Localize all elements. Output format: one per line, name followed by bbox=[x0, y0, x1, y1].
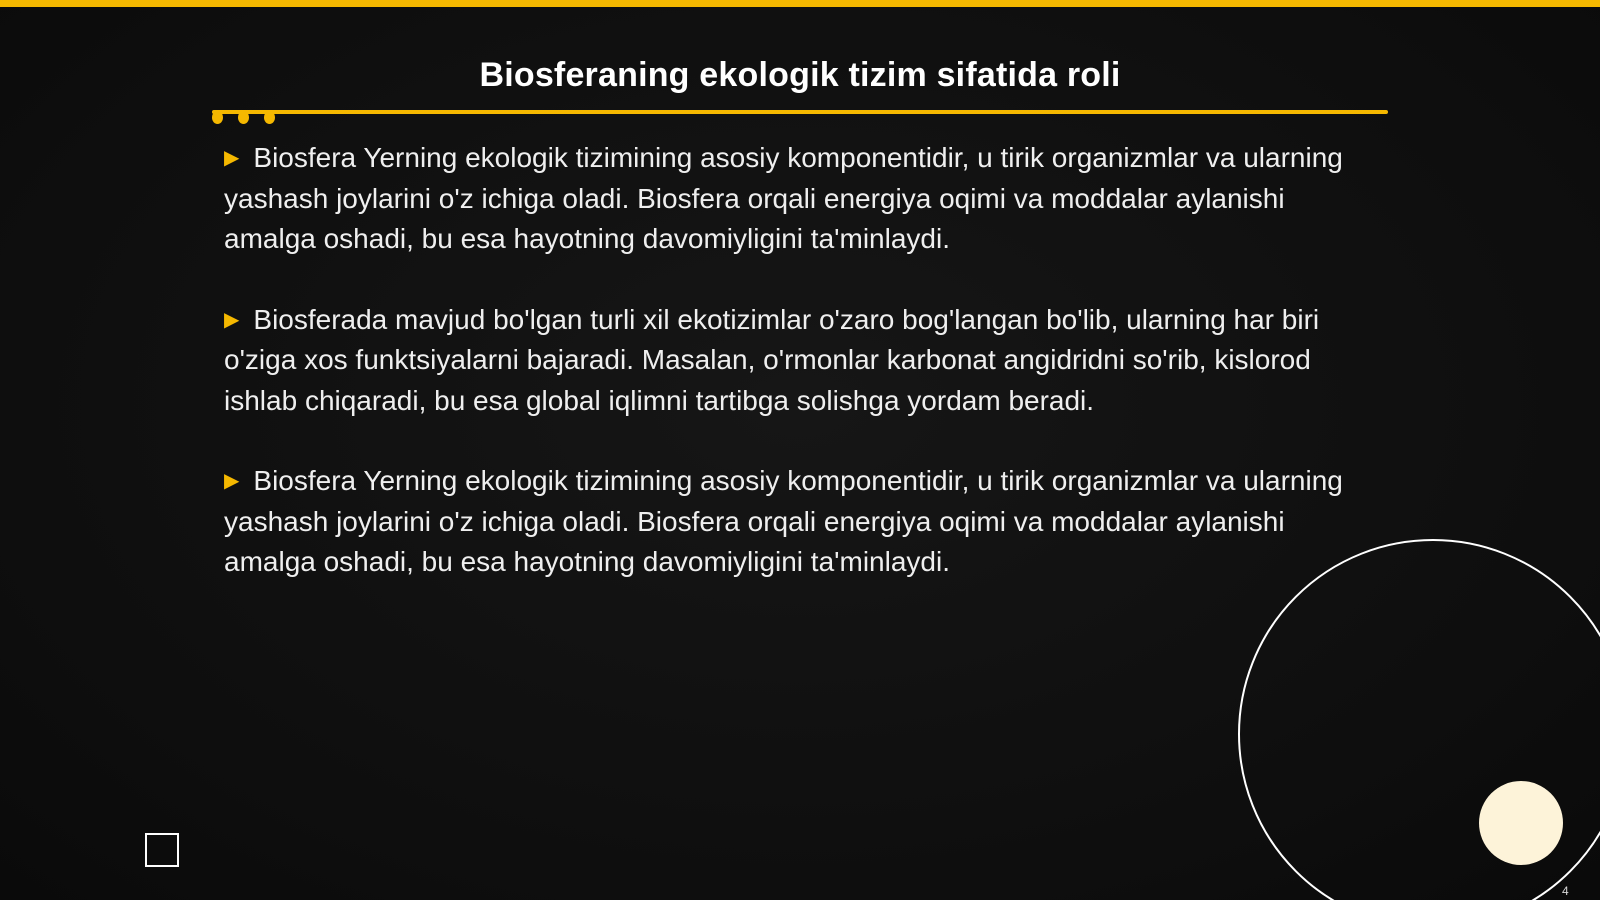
square-outline-decoration bbox=[145, 833, 179, 867]
slide-title: Biosferaning ekologik tizim sifatida roli bbox=[479, 56, 1121, 94]
bullet-text: Biosfera Yerning ekologik tizimining asosiy komponentidir, u tirik organizmlar va ularning yashash joylarini o'z ichiga oladi. Biosfera orqali energiya oqimi va moddalar aylanishi amalga oshadi, bu esa hayotning davomiyligini ta'minlaydi. bbox=[224, 465, 1343, 577]
triangle-bullet-icon: ▶ bbox=[224, 147, 240, 169]
decor-dot bbox=[212, 111, 223, 124]
title-dots-decoration bbox=[212, 111, 282, 125]
page-number: 4 bbox=[1562, 884, 1569, 898]
top-accent-bar bbox=[0, 0, 1600, 7]
bullet-paragraph bbox=[224, 461, 1372, 583]
triangle-bullet-icon: ▶ bbox=[224, 308, 240, 331]
bullet-paragraph bbox=[224, 138, 1372, 260]
bullet-text: Biosfera Yerning ekologik tizimining asosiy komponentidir, u tirik organizmlar va ularning yashash joylarini o'z ichiga oladi. Biosfera orqali energiya oqimi va moddalar aylanishi amalga oshadi, bu esa hayotning davomiyligini ta'minlaydi. bbox=[224, 142, 1343, 254]
bullet-list bbox=[224, 138, 1372, 623]
bullet-text: Biosferada mavjud bo'lgan turli xil ekotizimlar o'zaro bog'langan bo'lib, ularning har biri o'ziga xos funktsiyalarni bajaradi. Masalan, o'rmonlar karbonat angidridni so'rib, kislorod ishlab chiqaradi, bu esa global iqlimni tartibga solishga yordam beradi. bbox=[224, 303, 1320, 416]
triangle-bullet-icon: ▶ bbox=[224, 470, 240, 492]
bullet-paragraph bbox=[224, 300, 1372, 422]
decor-dot bbox=[264, 111, 275, 124]
title-underline bbox=[212, 110, 1388, 114]
decor-dot bbox=[238, 111, 249, 124]
filled-circle-decoration bbox=[1479, 781, 1563, 865]
